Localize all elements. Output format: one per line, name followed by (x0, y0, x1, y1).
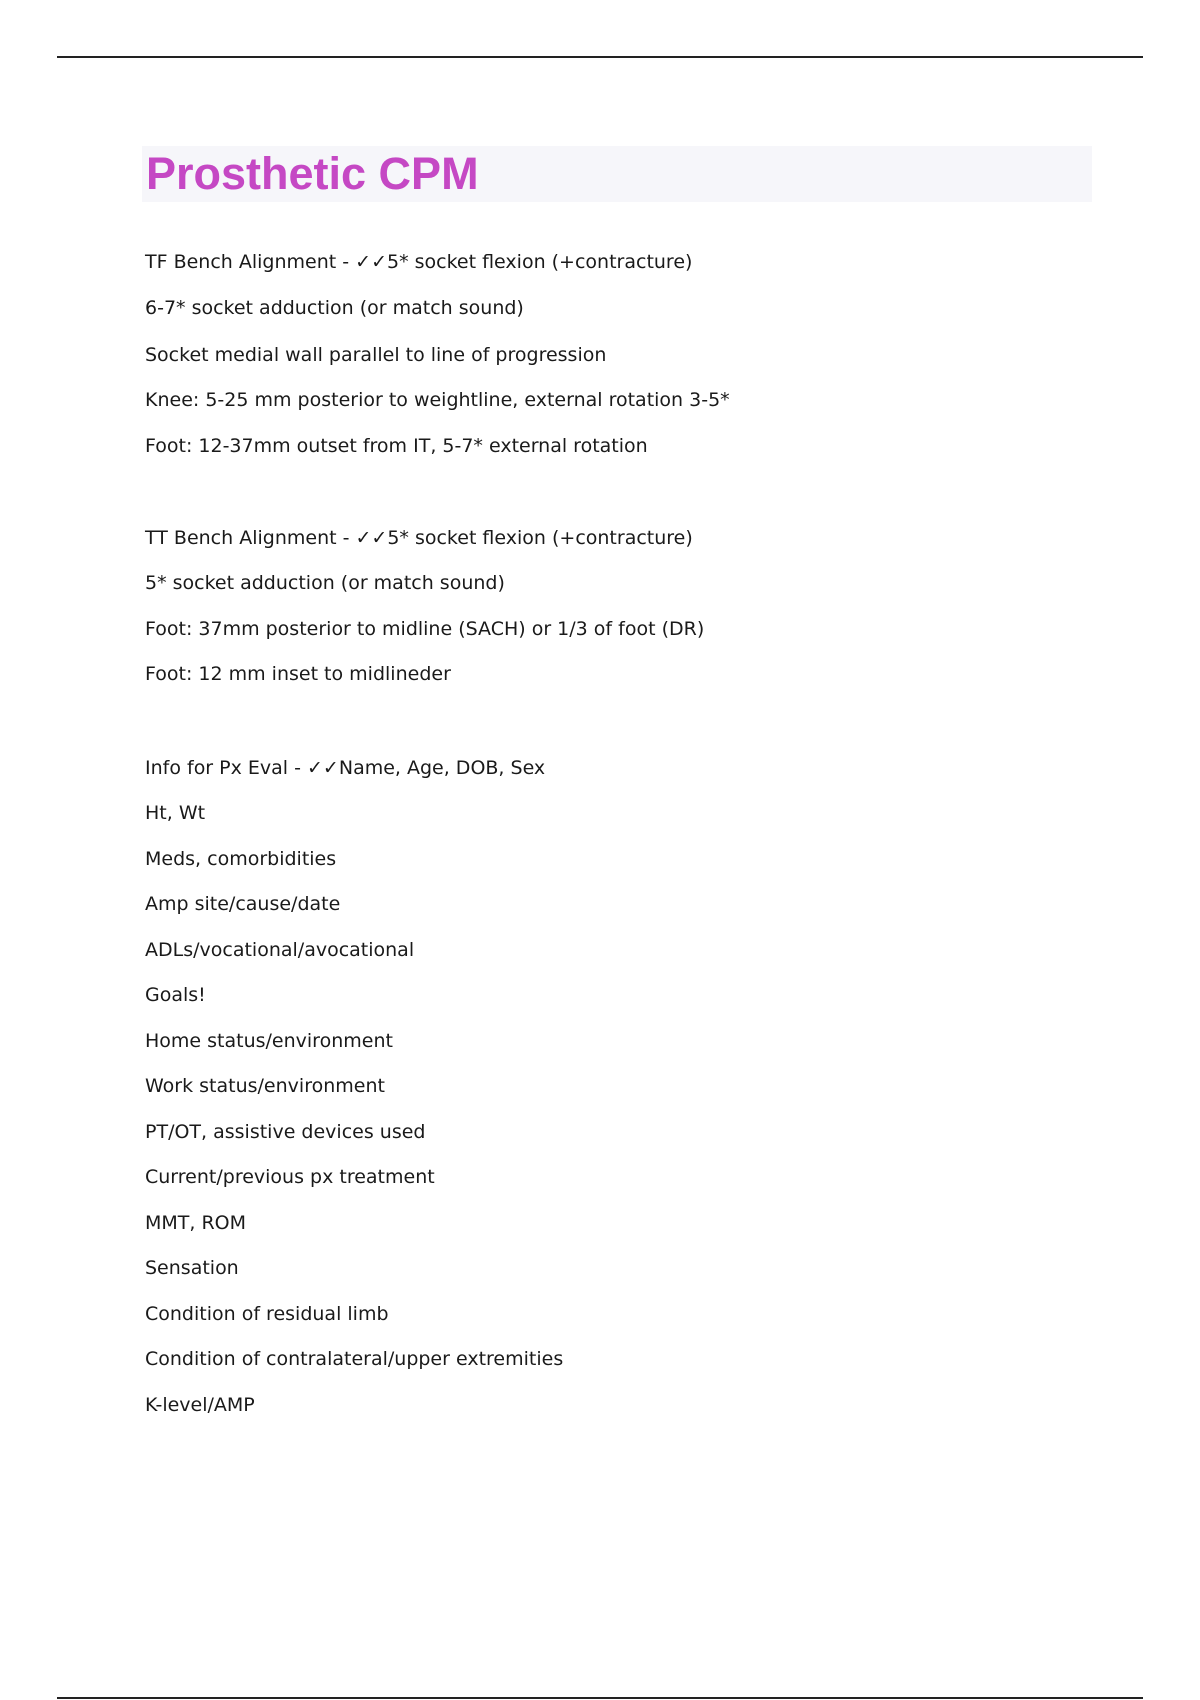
text-line: Work status/environment (145, 1075, 385, 1097)
page-title: Prosthetic CPM (146, 148, 479, 199)
text-line: ADLs/vocational/avocational (145, 939, 415, 961)
text-line: Foot: 12 mm inset to midlineder (145, 663, 451, 685)
text-line: K-level/AMP (145, 1394, 255, 1416)
text-line: Condition of residual limb (145, 1303, 389, 1325)
text-line: 5* socket adduction (or match sound) (145, 572, 505, 594)
text-line: Foot: 12-37mm outset from IT, 5-7* external rotation (145, 435, 648, 457)
text-line: Sensation (145, 1257, 239, 1279)
tf-bench-alignment-line: TF Bench Alignment - ✓✓5* socket flexion (+contracture) (145, 251, 693, 273)
tt-bench-alignment-line: TT Bench Alignment - ✓✓5* socket flexion (+contracture) (145, 527, 693, 549)
text-line: Home status/environment (145, 1030, 393, 1052)
text-line: Current/previous px treatment (145, 1166, 435, 1188)
text-line: Socket medial wall parallel to line of progression (145, 344, 607, 366)
text-line: 6-7* socket adduction (or match sound) (145, 297, 524, 319)
px-eval-line: Info for Px Eval - ✓✓Name, Age, DOB, Sex (145, 757, 546, 779)
text-line: MMT, ROM (145, 1212, 247, 1234)
text-line: PT/OT, assistive devices used (145, 1121, 426, 1143)
text-line: Amp site/cause/date (145, 893, 341, 915)
text-line: Meds, comorbidities (145, 848, 337, 870)
text-line: Foot: 37mm posterior to midline (SACH) or 1/3 of foot (DR) (145, 618, 705, 640)
text-line: Knee: 5-25 mm posterior to weightline, external rotation 3-5* (145, 389, 730, 411)
top-rule (57, 56, 1143, 58)
bottom-rule (57, 1697, 1143, 1699)
text-line: Goals! (145, 984, 206, 1006)
text-line: Condition of contralateral/upper extremities (145, 1348, 564, 1370)
text-line: Ht, Wt (145, 802, 206, 824)
